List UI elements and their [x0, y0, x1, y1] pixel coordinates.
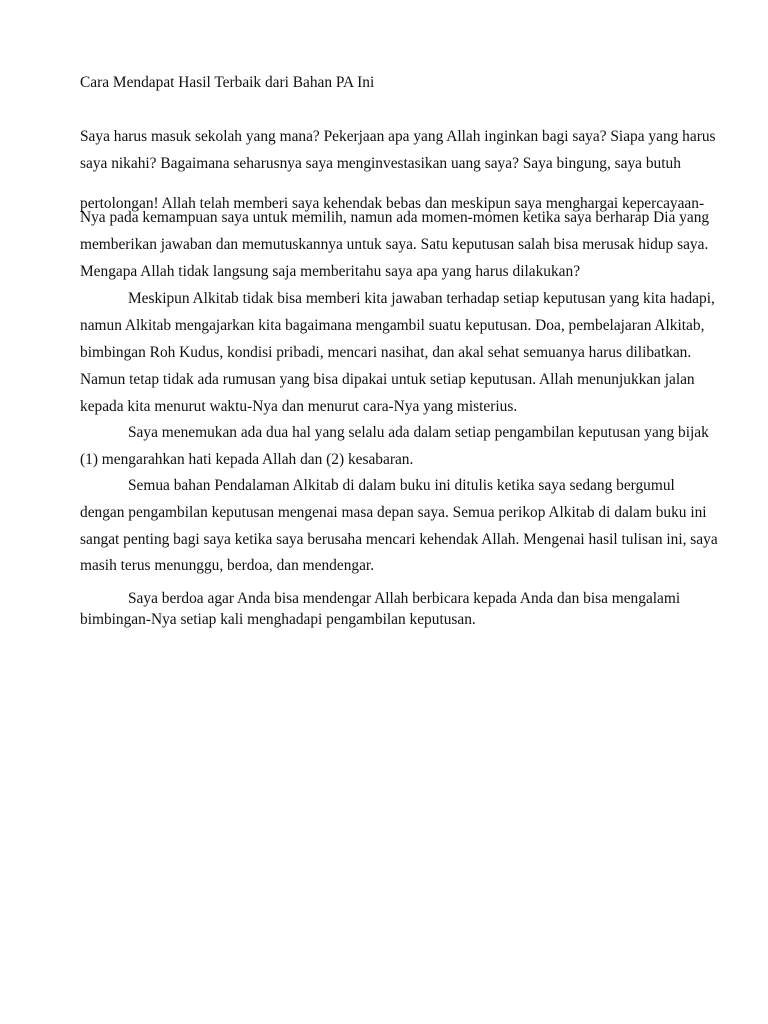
paragraph-line: Semua bahan Pendalaman Alkitab di dalam buku ini ditulis ketika saya sedang bergumul: [128, 477, 675, 494]
paragraph-line: saya nikahi? Bagaimana seharusnya saya menginvestasikan uang saya? Saya bingung, saya butuh: [80, 155, 681, 172]
paragraph-line: (1) mengarahkan hati kepada Allah dan (2) kesabaran.: [80, 451, 414, 468]
paragraph-line: Meskipun Alkitab tidak bisa memberi kita jawaban terhadap setiap keputusan yang kita hadapi,: [128, 290, 715, 307]
document-title: Cara Mendapat Hasil Terbaik dari Bahan PA Ini: [80, 74, 375, 91]
paragraph-line: bimbingan-Nya setiap kali menghadapi pengambilan keputusan.: [80, 611, 476, 628]
paragraph-line: sangat penting bagi saya ketika saya berusaha mencari kehendak Allah. Mengenai hasil tulisan ini, saya: [80, 531, 718, 548]
paragraph-line: bimbingan Roh Kudus, kondisi pribadi, mencari nasihat, dan akal sehat semuanya harus dilibatkan.: [80, 344, 692, 361]
paragraph-line: Saya harus masuk sekolah yang mana? Pekerjaan apa yang Allah inginkan bagi saya? Siapa yang harus: [80, 128, 716, 145]
paragraph-line: namun Alkitab mengajarkan kita bagaimana mengambil suatu keputusan. Doa, pembelajaran Alkitab,: [80, 317, 705, 334]
paragraph-line: Mengapa Allah tidak langsung saja memberitahu saya apa yang harus dilakukan?: [80, 263, 581, 280]
paragraph-line: Saya menemukan ada dua hal yang selalu ada dalam setiap pengambilan keputusan yang bijak: [128, 424, 709, 441]
paragraph-line: memberikan jawaban dan memutuskannya untuk saya. Satu keputusan salah bisa merusak hidup saya.: [80, 236, 709, 253]
paragraph-line: kepada kita menurut waktu-Nya dan menurut cara-Nya yang misterius.: [80, 398, 518, 415]
paragraph-line: pertolongan! Allah telah memberi saya kehendak bebas dan meskipun saya menghargai kepercayaan-: [80, 195, 705, 212]
paragraph-line: Saya berdoa agar Anda bisa mendengar Allah berbicara kepada Anda dan bisa mengalami: [128, 590, 681, 607]
paragraph-line: Nya pada kemampuan saya untuk memilih, namun ada momen-momen ketika saya berharap Dia yang: [80, 209, 710, 226]
paragraph-line: masih terus menunggu, berdoa, dan mendengar.: [80, 557, 375, 574]
paragraph-line: Namun tetap tidak ada rumusan yang bisa dipakai untuk setiap keputusan. Allah menunjukkan jalan: [80, 371, 695, 388]
paragraph-line: dengan pengambilan keputusan mengenai masa depan saya. Semua perikop Alkitab di dalam buku ini: [80, 504, 707, 521]
